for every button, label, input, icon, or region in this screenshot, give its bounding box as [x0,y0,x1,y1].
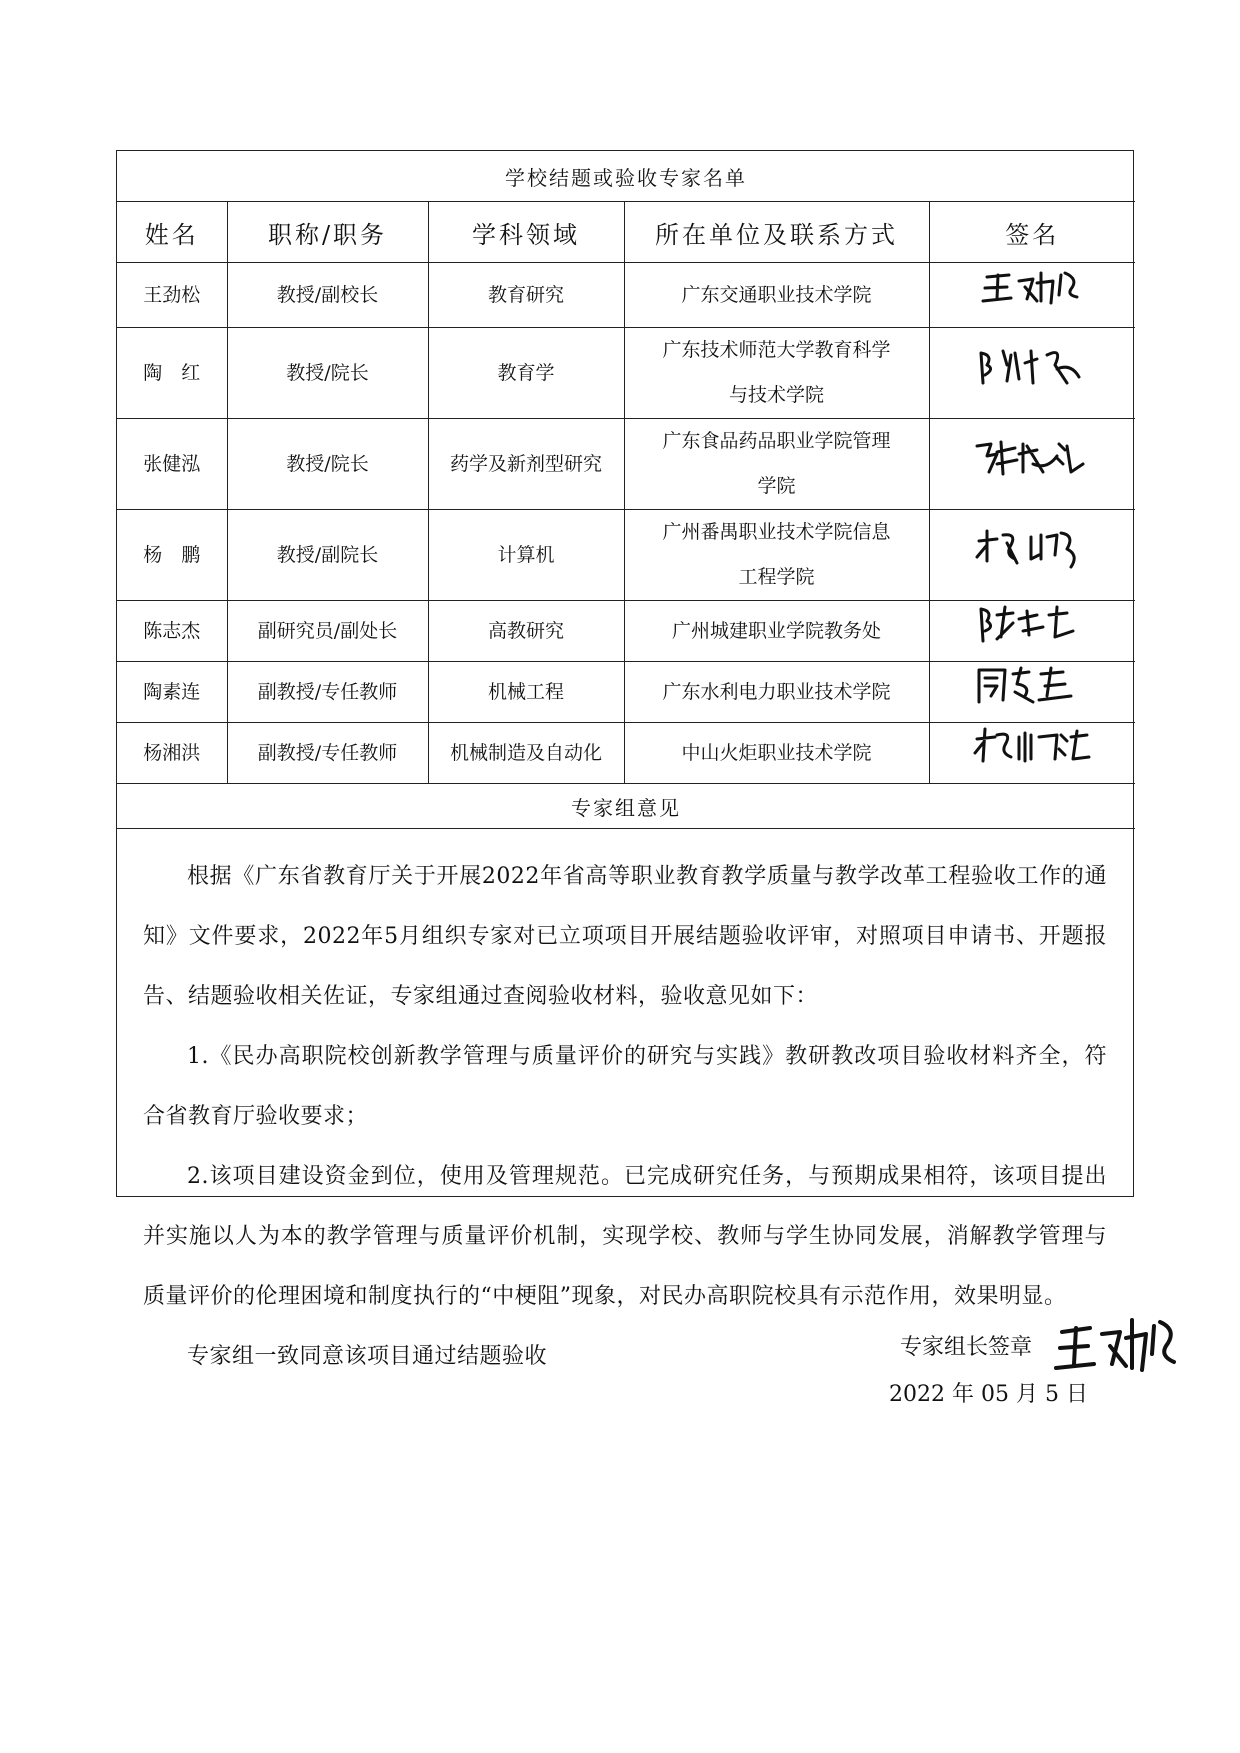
signature-image [967,434,1097,478]
table-row [117,601,1135,662]
expert-name: 王劲松 [117,263,227,328]
expert-name: 张健泓 [117,419,227,510]
table-row [117,662,1135,723]
expert-title: 教授/副校长 [227,263,428,328]
opinion-paragraph: 专家组一致同意该项目通过结题验收 [187,1344,548,1369]
expert-signature [929,723,1135,784]
opinion-paragraph: 根据《广东省教育厅关于开展2022年省高等职业教育教学质量与教学改革工程验收工作的通知》文件要求，2022年5月组织专家对已立项项目开展结题验收评审，对照项目申请书、开题报告、结题验收相关佐证，专家组通过查阅验收材料，验收意见如下： [143,864,1107,1009]
expert-unit: 广东交通职业技术学院 [624,263,929,328]
expert-unit: 广东技术师范大学教育科学 与技术学院 [624,328,929,419]
expert-unit: 中山火炬职业技术学院 [624,723,929,784]
table-row [117,263,1135,328]
expert-unit: 广州城建职业学院教务处 [624,601,929,662]
expert-title: 教授/院长 [227,328,428,419]
expert-field: 药学及新剂型研究 [428,419,624,510]
expert-signature [929,328,1135,419]
signature-image [967,662,1097,706]
expert-name: 陶 红 [117,328,227,419]
expert-title: 教授/院长 [227,419,428,510]
table-row [117,510,1135,601]
expert-field: 计算机 [428,510,624,601]
opinion-body [117,829,1133,1387]
expert-signature [929,662,1135,723]
expert-name: 陶素连 [117,662,227,723]
table-row [117,328,1135,419]
expert-name: 陈志杰 [117,601,227,662]
header-name: 姓名 [117,202,227,263]
header-title: 职称/职务 [227,202,428,263]
expert-field: 教育研究 [428,263,624,328]
signature-image [967,525,1097,569]
expert-field: 教育学 [428,328,624,419]
table-row [117,723,1135,784]
expert-field: 机械工程 [428,662,624,723]
header-unit: 所在单位及联系方式 [624,202,929,263]
expert-unit: 广东食品药品职业学院管理 学院 [624,419,929,510]
leader-label: 专家组长签章 [899,1334,1032,1360]
expert-title: 副研究员/副处长 [227,601,428,662]
expert-signature [929,263,1135,328]
header-signature: 签名 [929,202,1135,263]
signature-image [967,601,1097,645]
expert-field: 高教研究 [428,601,624,662]
expert-field: 机械制造及自动化 [428,723,624,784]
expert-title: 教授/副院长 [227,510,428,601]
leader-signature-image [1042,1310,1192,1380]
signature-image [967,265,1097,309]
expert-title: 副教授/专任教师 [227,723,428,784]
expert-unit: 广东水利电力职业技术学院 [624,662,929,723]
signature-image [967,343,1097,387]
expert-name: 杨 鹏 [117,510,227,601]
expert-table [117,151,1135,829]
expert-title: 副教授/专任教师 [227,662,428,723]
opinion-paragraph: 2.该项目建设资金到位，使用及管理规范。已完成研究任务，与预期成果相符，该项目提出并实施以人为本的教学管理与质量评价机制，实现学校、教师与学生协同发展，消解教学管理与质量评价的伦理困境和制度执行的“中梗阻”现象，对民办高职院校具有示范作用，效果明显。 [143,1164,1107,1309]
opinion-title: 专家组意见 [117,784,1135,829]
header-field: 学科领域 [428,202,624,263]
expert-unit: 广州番禺职业技术学院信息 工程学院 [624,510,929,601]
expert-signature [929,419,1135,510]
expert-name: 杨湘洪 [117,723,227,784]
signature-image [967,723,1097,767]
table-row [117,419,1135,510]
opinion-paragraph: 1.《民办高职院校创新教学管理与质量评价的研究与实践》教研教改项目验收材料齐全，符合省教育厅验收要求； [143,1044,1107,1129]
table-title: 学校结题或验收专家名单 [117,151,1135,202]
leader-signature-block [900,1310,1192,1380]
expert-signature [929,601,1135,662]
expert-signature [929,510,1135,601]
date: 2022 年 05 月 5 日 [889,1382,1088,1407]
